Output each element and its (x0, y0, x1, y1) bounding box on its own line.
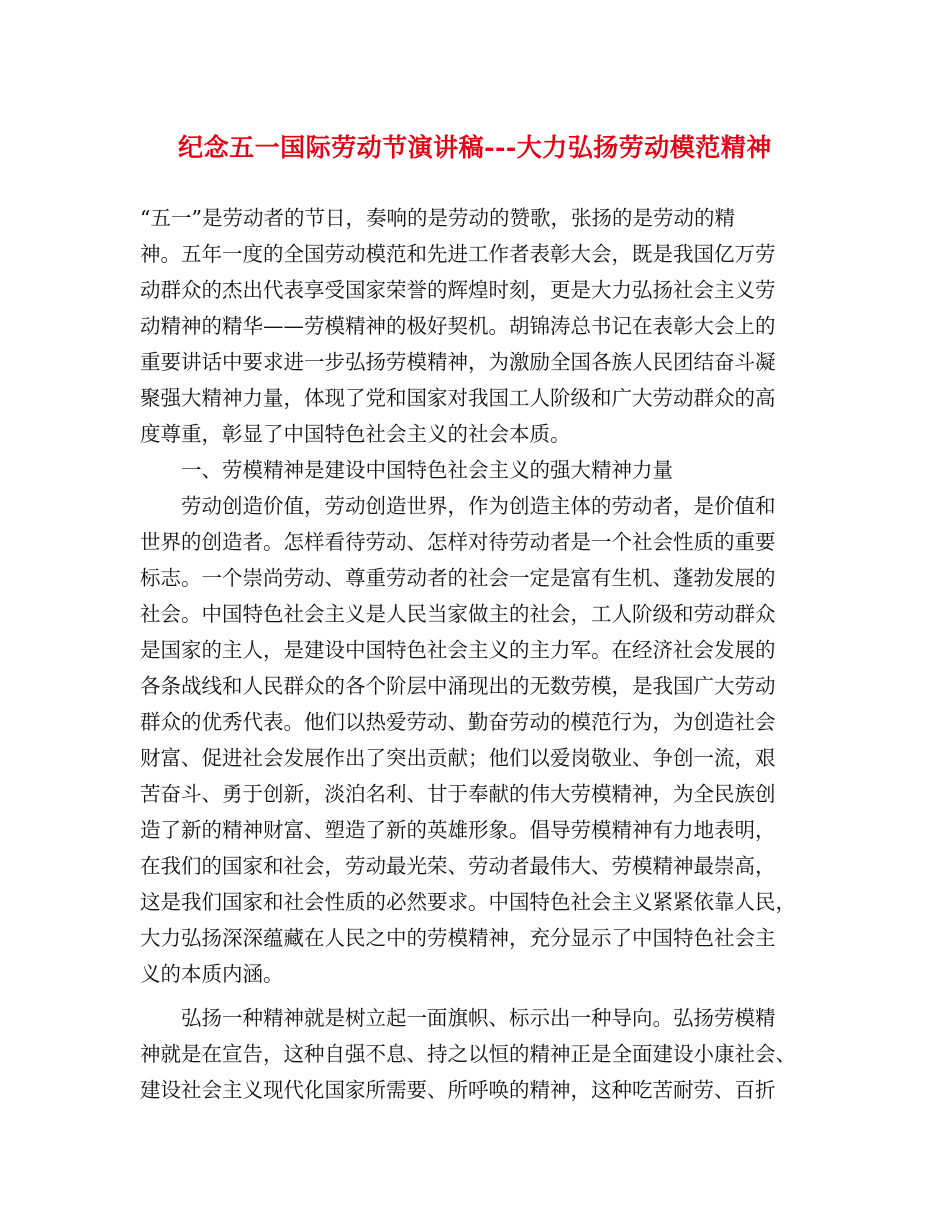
paragraph-banner (140, 1000, 820, 1108)
section-heading-text: 一、劳模精神是建设中国特色社会主义的强大精神力量 (140, 458, 673, 482)
text-line: 大力弘扬深深蕴藏在人民之中的劳模精神，充分显示了中国特色社会主 (140, 926, 776, 950)
text-line: 建设社会主义现代化国家所需要、所呼唤的精神，这种吃苦耐劳、百折 (140, 1078, 776, 1102)
text-line: 度尊重，彰显了中国特色社会主义的社会本质。 (140, 422, 571, 446)
text-line: 重要讲话中要求进一步弘扬劳模精神，为激励全国各族人民团结奋斗凝 (140, 350, 776, 374)
text-line: 世界的创造者。怎样看待劳动、怎样对待劳动者是一个社会性质的重要 (140, 530, 776, 554)
text-line: 是国家的主人，是建设中国特色社会主义的主力军。在经济社会发展的 (140, 638, 776, 662)
text-line: 聚强大精神力量，体现了党和国家对我国工人阶级和广大劳动群众的高 (140, 386, 776, 410)
paragraph-section-one (140, 488, 820, 992)
paragraph-spacer (140, 992, 820, 1000)
text-line: “五一”是劳动者的节日，奏响的是劳动的赞歌，张扬的是劳动的精 (140, 206, 735, 230)
text-line: 财富、促进社会发展作出了突出贡献；他们以爱岗敬业、争创一流，艰 (140, 746, 776, 770)
document-body (140, 200, 820, 1108)
text-line: 各条战线和人民群众的各个阶层中涌现出的无数劳模，是我国广大劳动 (140, 674, 776, 698)
text-line: 这是我们国家和社会性质的必然要求。中国特色社会主义紧紧依靠人民， (140, 890, 796, 914)
text-line: 劳动创造价值，劳动创造世界，作为创造主体的劳动者，是价值和 (140, 494, 776, 518)
section-heading (140, 452, 820, 488)
text-line: 义的本质内涵。 (140, 962, 284, 986)
text-line: 标志。一个崇尚劳动、尊重劳动者的社会一定是富有生机、蓬勃发展的 (140, 566, 776, 590)
text-line: 神就是在宣告，这种自强不息、持之以恒的精神正是全面建设小康社会、 (140, 1042, 796, 1066)
text-line: 动精神的精华——劳模精神的极好契机。胡锦涛总书记在表彰大会上的 (140, 314, 776, 338)
text-line: 动群众的杰出代表享受国家荣誉的辉煌时刻，更是大力弘扬社会主义劳 (140, 278, 776, 302)
text-line: 苦奋斗、勇于创新，淡泊名利、甘于奉献的伟大劳模精神，为全民族创 (140, 782, 776, 806)
text-line: 社会。中国特色社会主义是人民当家做主的社会，工人阶级和劳动群众 (140, 602, 776, 626)
document-title: 纪念五一国际劳动节演讲稿---大力弘扬劳动模范精神 (178, 133, 772, 162)
text-line: 弘扬一种精神就是树立起一面旗帜、标示出一种导向。弘扬劳模精 (140, 1006, 776, 1030)
paragraph-intro (140, 200, 820, 452)
text-line: 神。五年一度的全国劳动模范和先进工作者表彰大会，既是我国亿万劳 (140, 242, 776, 266)
text-line: 造了新的精神财富、塑造了新的英雄形象。倡导劳模精神有力地表明， (140, 818, 776, 842)
text-line: 群众的优秀代表。他们以热爱劳动、勤奋劳动的模范行为，为创造社会 (140, 710, 776, 734)
text-line: 在我们的国家和社会，劳动最光荣、劳动者最伟大、劳模精神最崇高， (140, 854, 776, 878)
